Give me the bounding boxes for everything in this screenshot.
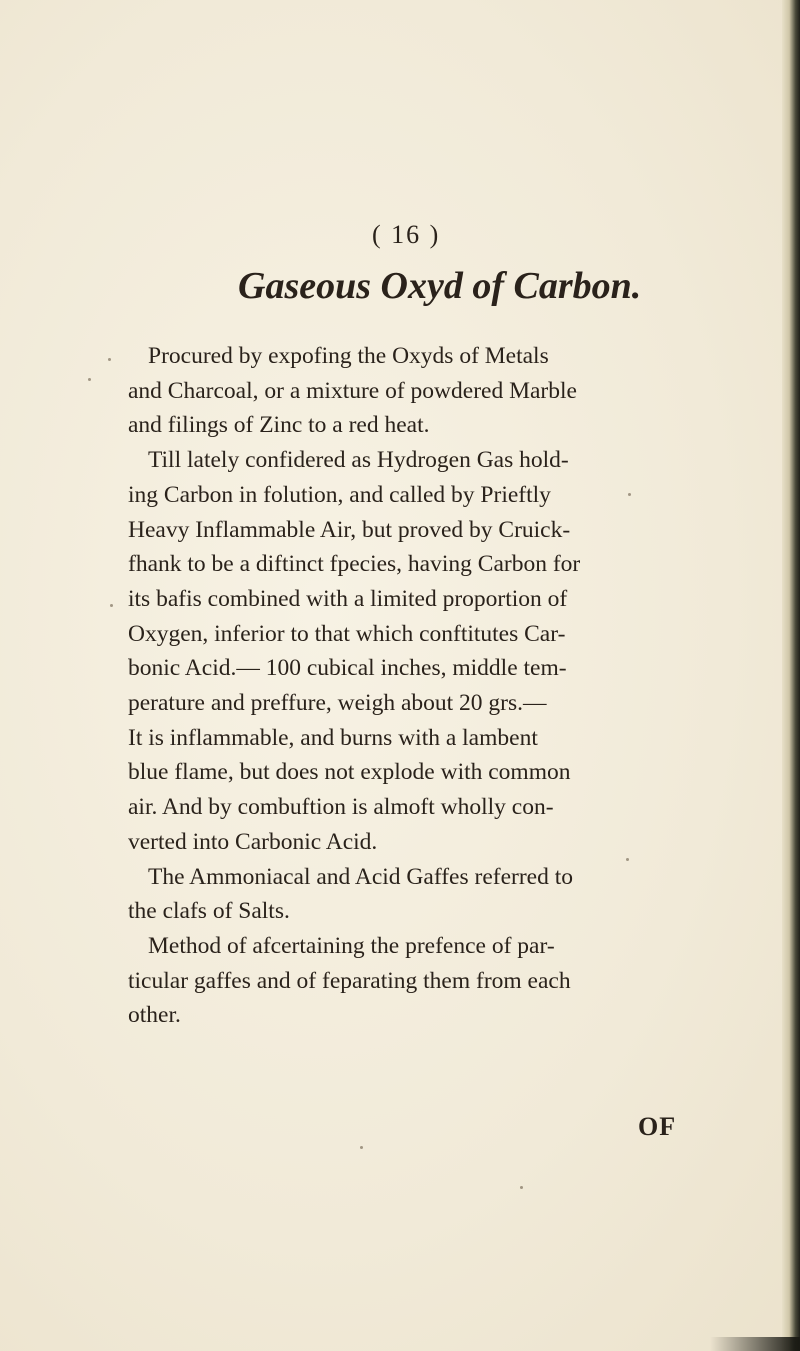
text-line: ticular gaffes and of feparating them from each: [128, 967, 571, 994]
text-line: fhank to be a diftinct fpecies, having Carbon for: [128, 551, 581, 578]
paper-speck: [108, 358, 111, 361]
paper-speck: [110, 604, 113, 607]
paper-speck: [88, 378, 91, 381]
page-corner-shadow: [710, 1337, 800, 1351]
text-line: bonic Acid.— 100 cubical inches, middle tem-: [128, 655, 567, 682]
text-line: It is inflammable, and burns with a lambent: [128, 724, 538, 751]
binding-edge: [782, 0, 800, 1351]
text-line: blue flame, but does not explode with common: [128, 759, 571, 786]
section-title: Gaseous Oxyd of Carbon.: [238, 265, 642, 307]
text-line: and Charcoal, or a mixture of powdered Marble: [128, 377, 577, 404]
text-line: Procured by expofing the Oxyds of Metals: [148, 343, 549, 369]
page-number: ( 16 ): [372, 220, 441, 249]
body-text: [128, 339, 688, 1033]
text-line: the clafs of Salts.: [128, 898, 290, 925]
text-line: air. And by combuftion is almoft wholly con-: [128, 794, 554, 821]
paper-speck: [628, 493, 631, 496]
text-line: and filings of Zinc to a red heat.: [128, 412, 430, 439]
text-line: ing Carbon in folution, and called by Prieftly: [128, 481, 551, 508]
text-line: The Ammoniacal and Acid Gaffes referred to: [148, 863, 574, 890]
paper-speck: [626, 858, 629, 861]
text-line: verted into Carbonic Acid.: [128, 828, 378, 855]
text-line: Method of afcertaining the prefence of par-: [148, 932, 555, 959]
text-line: Heavy Inflammable Air, but proved by Cruick-: [128, 516, 571, 543]
text-line: other.: [128, 1002, 181, 1029]
text-line: perature and preffure, weigh about 20 grs.—: [128, 690, 547, 717]
paper-speck: [520, 1186, 523, 1189]
text-line: Till lately confidered as Hydrogen Gas hold-: [148, 447, 569, 474]
paper-speck: [360, 1146, 363, 1149]
text-line: Oxygen, inferior to that which conftitutes Car-: [128, 620, 566, 647]
text-line: its bafis combined with a limited proportion of: [128, 585, 568, 612]
catchword: OF: [638, 1112, 677, 1141]
